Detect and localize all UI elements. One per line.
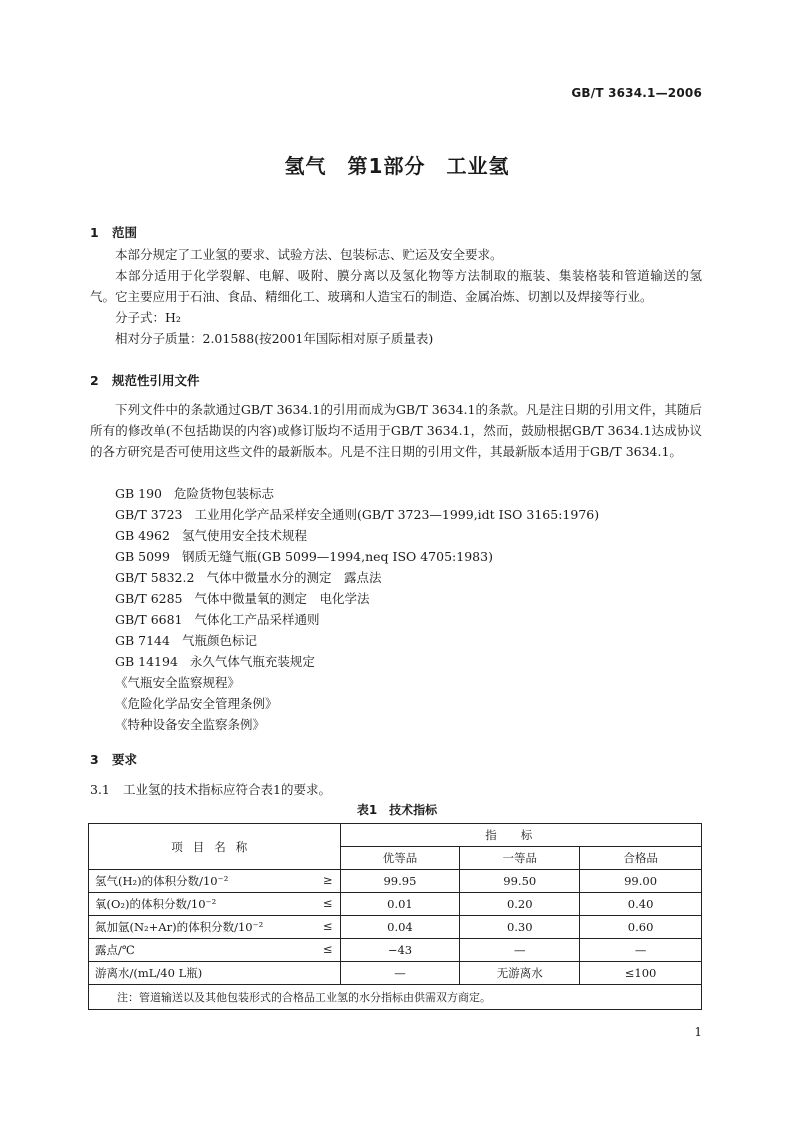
table-row [89, 962, 702, 985]
reference-code: GB/T 3723 [115, 507, 183, 522]
table-header-row [89, 824, 702, 847]
cell-value: 0.60 [580, 916, 702, 939]
section-title: 规范性引用文件 [112, 373, 200, 388]
table-caption: 表1 技术指标 [356, 803, 438, 817]
section-3-heading [90, 750, 137, 768]
cell-value: 0.20 [460, 893, 580, 916]
section-2-intro [90, 399, 702, 462]
reference-code: GB/T 5832.2 [115, 570, 195, 585]
table-row [89, 916, 702, 939]
clause-3-1 [90, 780, 331, 798]
reference-item [115, 693, 599, 714]
row-item-label: 露点/℃ [95, 943, 135, 957]
reference-code: GB 190 [115, 486, 163, 501]
section-number: 3 [90, 752, 99, 767]
reference-title: 气体中微量水分的测定 露点法 [206, 570, 382, 585]
table-note: 注：管道输送以及其他包装形式的合格品工业氢的水分指标由供需双方商定。 [89, 985, 702, 1010]
reference-item [115, 651, 599, 672]
row-item-label: 氮加氩(N₂+Ar)的体积分数/10⁻² [95, 920, 264, 934]
reference-title: 钢质无缝气瓶(GB 5099—1994,neq ISO 4705:1983) [181, 549, 493, 564]
reference-code: GB 4962 [115, 528, 170, 543]
reference-item [115, 504, 599, 525]
paragraph: 本部分适用于化学裂解、电解、吸附、膜分离以及氢化物等方法制取的瓶装、集装格装和管道输送的氢气。它主要应用于石油、食品、精细化工、玻璃和人造宝石的制造、金属冶炼、切割以及焊接等行业。 [90, 268, 702, 304]
section-1-body [90, 244, 702, 349]
cell-value: 无游离水 [460, 962, 580, 985]
document-title: 氢气 第1部分 工业氢 [284, 154, 510, 178]
row-item [89, 893, 341, 916]
reference-item [115, 672, 599, 693]
grade-header: 合格品 [580, 847, 702, 870]
row-item-label: 游离水/(mL/40 L瓶) [95, 966, 203, 980]
reference-title: 危险货物包装标志 [174, 486, 275, 501]
reference-item [115, 525, 599, 546]
paragraph: 分子式：H₂ [115, 310, 181, 325]
section-number: 1 [90, 225, 99, 240]
row-item [89, 939, 341, 962]
cell-value: 99.00 [580, 870, 702, 893]
paragraph: 本部分规定了工业氢的要求、试验方法、包装标志、贮运及安全要求。 [115, 247, 503, 262]
paragraph: 下列文件中的条款通过GB/T 3634.1的引用而成为GB/T 3634.1的条款。凡是注日期的引用文件，其随后所有的修改单(不包括勘误的内容)或修订版均不适用于GB/T 3634.1，然而，鼓励根据GB/T 3634.1达成协议的各方研究是否可使用这些文件的最新版本。凡是不注日期的引用文件，其最新版本适用于GB/T 3634.1。 [90, 402, 702, 459]
cell-value: ≤100 [580, 962, 702, 985]
reference-item [115, 546, 599, 567]
section-title: 范围 [112, 225, 138, 240]
cell-value: — [340, 962, 460, 985]
grade-header: 优等品 [340, 847, 460, 870]
reference-title: 《气瓶安全监察规程》 [115, 675, 241, 690]
reference-item [115, 483, 599, 504]
reference-title: 气瓶颜色标记 [181, 633, 257, 648]
cell-value: 0.04 [340, 916, 460, 939]
cell-value: — [460, 939, 580, 962]
section-title: 要求 [112, 752, 138, 767]
comparison-symbol: ≤ [322, 896, 333, 910]
section-number: 2 [90, 373, 99, 388]
reference-title: 永久气体气瓶充装规定 [189, 654, 315, 669]
clause-number: 3.1 [90, 782, 110, 797]
section-1-heading [90, 223, 137, 241]
row-item-label: 氢气(H₂)的体积分数/10⁻² [95, 874, 229, 888]
section-2-heading [90, 371, 200, 389]
table-row [89, 893, 702, 916]
row-item [89, 916, 341, 939]
spec-table [88, 823, 702, 1010]
cell-value: 99.50 [460, 870, 580, 893]
header-item-name: 项目名称 [89, 824, 341, 870]
reference-item [115, 630, 599, 651]
reference-title: 《特种设备安全监察条例》 [115, 717, 266, 732]
cell-value: 99.95 [340, 870, 460, 893]
row-item [89, 962, 341, 985]
comparison-symbol: ≥ [322, 873, 333, 887]
page-number: 1 [694, 1025, 702, 1039]
cell-value: 0.40 [580, 893, 702, 916]
reference-code: GB/T 6681 [115, 612, 183, 627]
cell-value: 0.30 [460, 916, 580, 939]
reference-code: GB 7144 [115, 633, 170, 648]
cell-value: — [580, 939, 702, 962]
row-item-label: 氧(O₂)的体积分数/10⁻² [95, 897, 217, 911]
reference-code: GB 14194 [115, 654, 178, 669]
table-row [89, 870, 702, 893]
clause-text: 工业氢的技术指标应符合表1的要求。 [123, 782, 331, 797]
table-note-row [89, 985, 702, 1010]
reference-title: 工业用化学产品采样安全通则(GB/T 3723—1999,idt ISO 3165:1976) [194, 507, 600, 522]
cell-value: 0.01 [340, 893, 460, 916]
comparison-symbol: ≤ [322, 942, 333, 956]
reference-item [115, 714, 599, 735]
paragraph: 相对分子质量：2.01588(按2001年国际相对原子质量表) [115, 331, 434, 346]
reference-list [115, 483, 599, 735]
grade-header: 一等品 [460, 847, 580, 870]
reference-title: 气体化工产品采样通则 [194, 612, 320, 627]
table-row [89, 939, 702, 962]
cell-value: −43 [340, 939, 460, 962]
header-index: 指标 [340, 824, 701, 847]
reference-item [115, 588, 599, 609]
row-item [89, 870, 341, 893]
reference-title: 氢气使用安全技术规程 [181, 528, 307, 543]
standard-number: GB/T 3634.1—2006 [571, 86, 702, 100]
comparison-symbol: ≤ [322, 919, 333, 933]
reference-code: GB 5099 [115, 549, 170, 564]
reference-code: GB/T 6285 [115, 591, 183, 606]
reference-title: 《危险化学品安全管理条例》 [115, 696, 278, 711]
reference-title: 气体中微量氧的测定 电化学法 [194, 591, 370, 606]
reference-item [115, 567, 599, 588]
reference-item [115, 609, 599, 630]
